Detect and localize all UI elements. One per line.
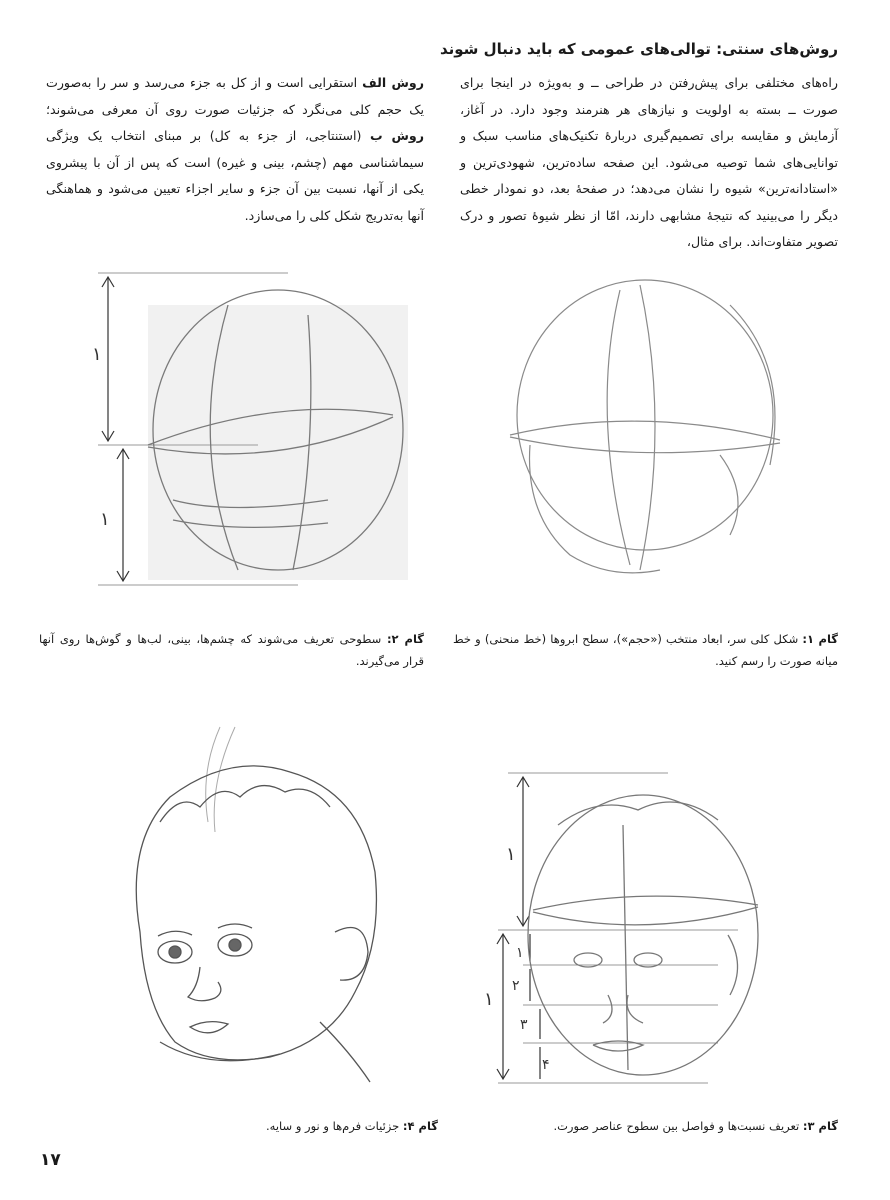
caption-step1-label: گام ۱:	[802, 632, 838, 646]
caption-step2-label: گام ۲:	[386, 632, 424, 646]
step2-sketch	[78, 265, 423, 600]
step3-sub-3: ۳	[520, 1017, 528, 1033]
step3-sketch	[478, 765, 843, 1095]
section-heading: روش‌های سنتی: توالی‌های عمومی که باید دنبال شوند	[439, 40, 838, 58]
step3-sub-2: ۲	[512, 978, 520, 994]
method-b-text: (استنتاجی، از جزء به کل) بر مبنای انتخاب یک ویژگی سیماشناسی مهم (چشم، بینی و غیره) است که پس از آن با پیشروی یکی از آنها، نسبت بین آن جزء و سایر اجزاء تعیین می‌شود و هماهنگی آنها به‌تدریج شکل کلی را می‌سازد.	[46, 128, 424, 223]
step2-measure-top: ۱	[92, 344, 102, 365]
caption-step3-label: گام ۳:	[802, 1119, 838, 1133]
caption-step2	[39, 628, 424, 672]
step4-sketch	[120, 722, 410, 1092]
caption-step3	[453, 1115, 838, 1137]
intro-paragraph-left	[46, 70, 424, 229]
caption-step4	[53, 1115, 438, 1137]
method-a-text: استقرایی است و از کل به جزء می‌رسد و سر را به‌صورت یک حجم کلی می‌نگرد که جزئیات صورت روی آن معرفی می‌شوند؛	[46, 75, 424, 117]
figure-step4-finished-portrait	[120, 722, 410, 1092]
caption-step2-text: سطوحی تعریف می‌شوند که چشم‌ها، بینی، لب‌ها و گوش‌ها روی آنها قرار می‌گیرند.	[39, 632, 424, 668]
step1-sketch	[490, 265, 820, 595]
method-b-label: روش ب	[369, 128, 424, 143]
caption-step4-label: گام ۴:	[402, 1119, 438, 1133]
caption-step1-text: شکل کلی سر، ابعاد منتخب («حجم»)، سطح ابروها (خط منحنی) و خط میانه صورت را رسم کنید.	[453, 632, 838, 668]
step3-measure-lower: ۱	[484, 989, 494, 1010]
figure-step3-proportions	[478, 765, 843, 1095]
caption-step4-text: جزئیات فرم‌ها و نور و سایه.	[266, 1119, 403, 1133]
caption-step3-text: تعریف نسبت‌ها و فواصل بین سطوح عناصر صورت.	[553, 1119, 803, 1133]
caption-step1	[453, 628, 838, 672]
figure-step2-head-planes	[78, 265, 423, 600]
page-number: ۱۷	[40, 1150, 61, 1170]
step3-sub-1: ۱	[516, 945, 524, 961]
intro-paragraph-right: راه‌های مختلفی برای پیش‌رفتن در طراحی ــ و به‌ویژه در اینجا برای صورت ــ بسته به اولویت و نیازهای هر هنرمند وجود دارد. در آغاز، آزمایش و مقایسه برای تصمیم‌گیری دربارهٔ تکنیک‌های مناسب سبک و توانایی‌های شما توصیه می‌شود. این صفحه ساده‌ترین، شهودی‌ترین و «استادانه‌ترین» شیوه را نشان می‌دهد؛ در صفحهٔ بعد، دو نمودار خطی دیگر را می‌بینید که نتیجهٔ مشابهی دارند، امّا از نظر شیوهٔ تصور و درک تصویر متفاوت‌اند. برای مثال،	[460, 75, 838, 249]
figure-step1-head-outline	[490, 265, 820, 595]
method-a-label: روش الف	[362, 75, 424, 90]
step3-measure-top: ۱	[506, 844, 516, 865]
step2-measure-bottom: ۱	[100, 509, 110, 530]
step3-sub-4: ۴	[542, 1057, 550, 1073]
